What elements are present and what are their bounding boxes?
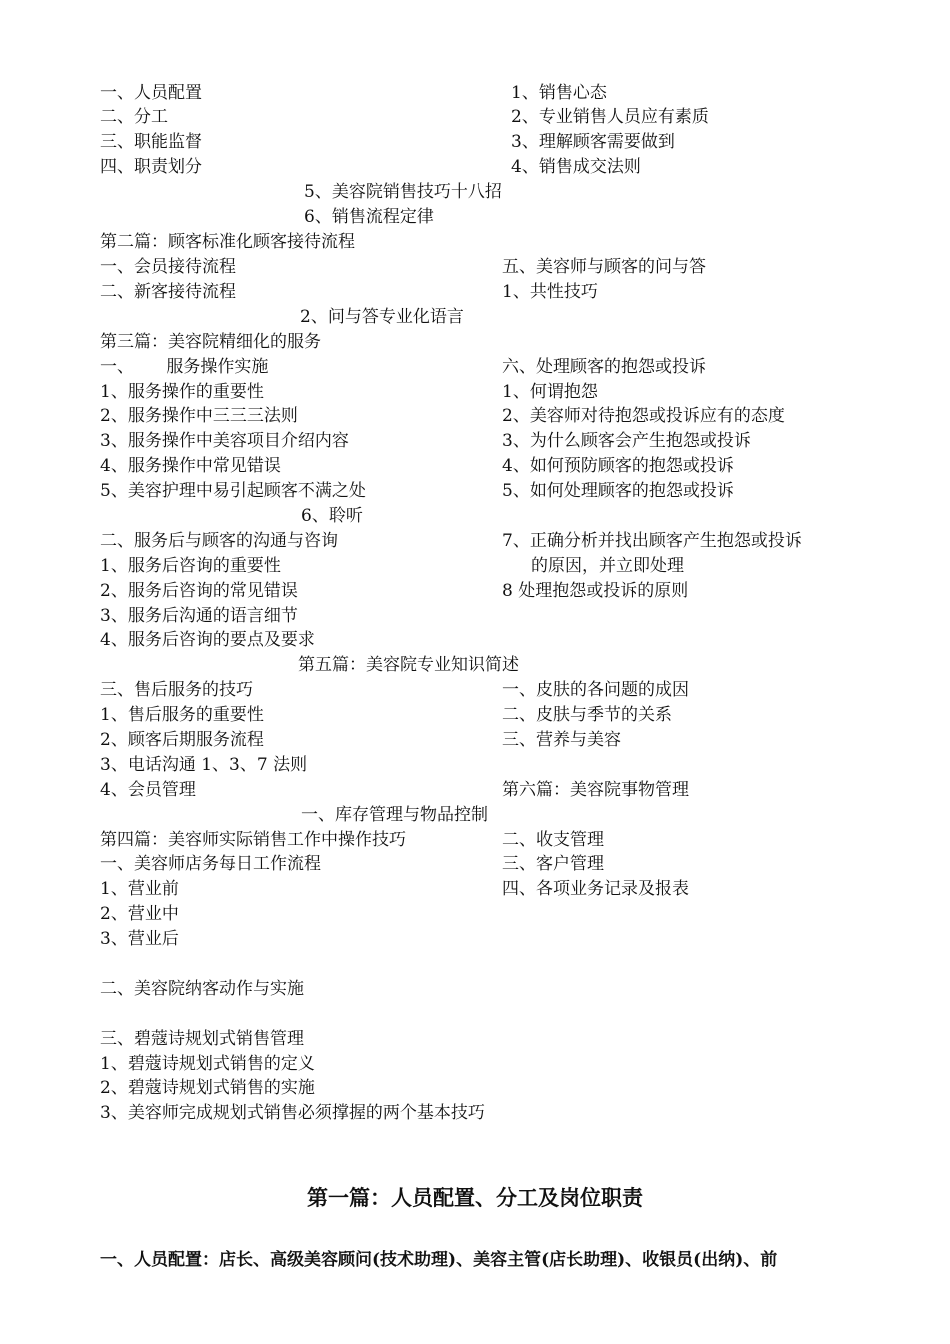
toc-line: 四、各项业务记录及报表 [502,879,689,899]
toc-line: 1、销售心态 [511,83,607,103]
toc-line: 6、销售流程定律 [304,207,434,227]
toc-line: 2、服务后咨询的常见错误 [100,581,298,601]
toc-line: 二、美容院纳客动作与实施 [100,979,304,999]
toc-line: 1、售后服务的重要性 [100,705,264,725]
toc-line: 2、顾客后期服务流程 [100,730,264,750]
toc-line: 1、何谓抱怨 [502,382,598,402]
chapter-first-line: 一、人员配置：店长、高级美容顾问(技术助理)、美容主管(店长助理)、收银员(出纳)、前 [100,1250,778,1270]
toc-line: 3、服务后沟通的语言细节 [100,606,298,626]
toc-line: 三、售后服务的技巧 [100,680,253,700]
toc-line: 一、会员接待流程 [100,257,236,277]
toc-line: 4、会员管理 [100,780,196,800]
toc-line: 2、服务操作中三三三法则 [100,406,298,426]
section-heading: 第五篇：美容院专业知识简述 [298,655,519,675]
toc-line: 2、碧蔻诗规划式销售的实施 [100,1078,315,1098]
toc-line: 四、职责划分 [100,157,202,177]
toc-line: 1、营业前 [100,879,179,899]
toc-line: 三、职能监督 [100,132,202,152]
toc-line: 三、碧蔻诗规划式销售管理 [100,1029,304,1049]
toc-line: 3、服务操作中美容项目介绍内容 [100,431,349,451]
toc-line: 一、库存管理与物品控制 [301,805,488,825]
toc-line: 一、皮肤的各问题的成因 [502,680,689,700]
toc-line: 一、美容师店务每日工作流程 [100,854,321,874]
toc-line: 六、处理顾客的抱怨或投诉 [502,357,706,377]
toc-line: 的原因，并立即处理 [531,556,684,576]
section-heading: 第六篇：美容院事物管理 [502,780,689,800]
section-heading: 第四篇：美容师实际销售工作中操作技巧 [100,830,406,850]
toc-line: 1、碧蔻诗规划式销售的定义 [100,1054,315,1074]
toc-line: 一、 服务操作实施 [100,357,269,377]
toc-line: 3、理解顾客需要做到 [511,132,675,152]
toc-line: 4、销售成交法则 [511,157,641,177]
toc-line: 二、收支管理 [502,830,604,850]
toc-line: 2、美容师对待抱怨或投诉应有的态度 [502,406,785,426]
toc-line: 3、营业后 [100,929,179,949]
toc-line: 二、皮肤与季节的关系 [502,705,672,725]
toc-line: 3、美容师完成规划式销售必须撑握的两个基本技巧 [100,1103,485,1123]
toc-line: 5、美容护理中易引起顾客不满之处 [100,481,366,501]
toc-line: 二、新客接待流程 [100,282,236,302]
toc-line: 1、共性技巧 [502,282,598,302]
toc-line: 二、分工 [100,107,168,127]
toc-line: 1、服务后咨询的重要性 [100,556,281,576]
toc-line: 8 处理抱怨或投诉的原则 [502,581,689,601]
toc-line: 2、营业中 [100,904,179,924]
toc-line: 2、问与答专业化语言 [300,307,464,327]
toc-line: 4、服务操作中常见错误 [100,456,281,476]
toc-line: 五、美容师与顾客的问与答 [502,257,706,277]
toc-line: 1、服务操作的重要性 [100,382,264,402]
toc-line: 5、美容院销售技巧十八招 [304,182,502,202]
section-heading: 第二篇：顾客标准化顾客接待流程 [100,232,355,252]
toc-line: 3、电话沟通 1、3、7 法则 [100,755,308,775]
toc-line: 5、如何处理顾客的抱怨或投诉 [502,481,734,501]
toc-line: 4、服务后咨询的要点及要求 [100,630,315,650]
section-heading: 第三篇：美容院精细化的服务 [100,332,321,352]
toc-line: 4、如何预防顾客的抱怨或投诉 [502,456,734,476]
toc-line: 二、服务后与顾客的沟通与咨询 [100,531,338,551]
toc-line: 2、专业销售人员应有素质 [511,107,709,127]
toc-line: 三、营养与美容 [502,730,621,750]
chapter-title: 第一篇：人员配置、分工及岗位职责 [307,1185,643,1210]
toc-line: 6、聆听 [301,506,363,526]
toc-line: 3、为什么顾客会产生抱怨或投诉 [502,431,751,451]
toc-line: 7、正确分析并找出顾客产生抱怨或投诉 [502,531,802,551]
toc-line: 一、人员配置 [100,83,202,103]
toc-line: 三、客户管理 [502,854,604,874]
